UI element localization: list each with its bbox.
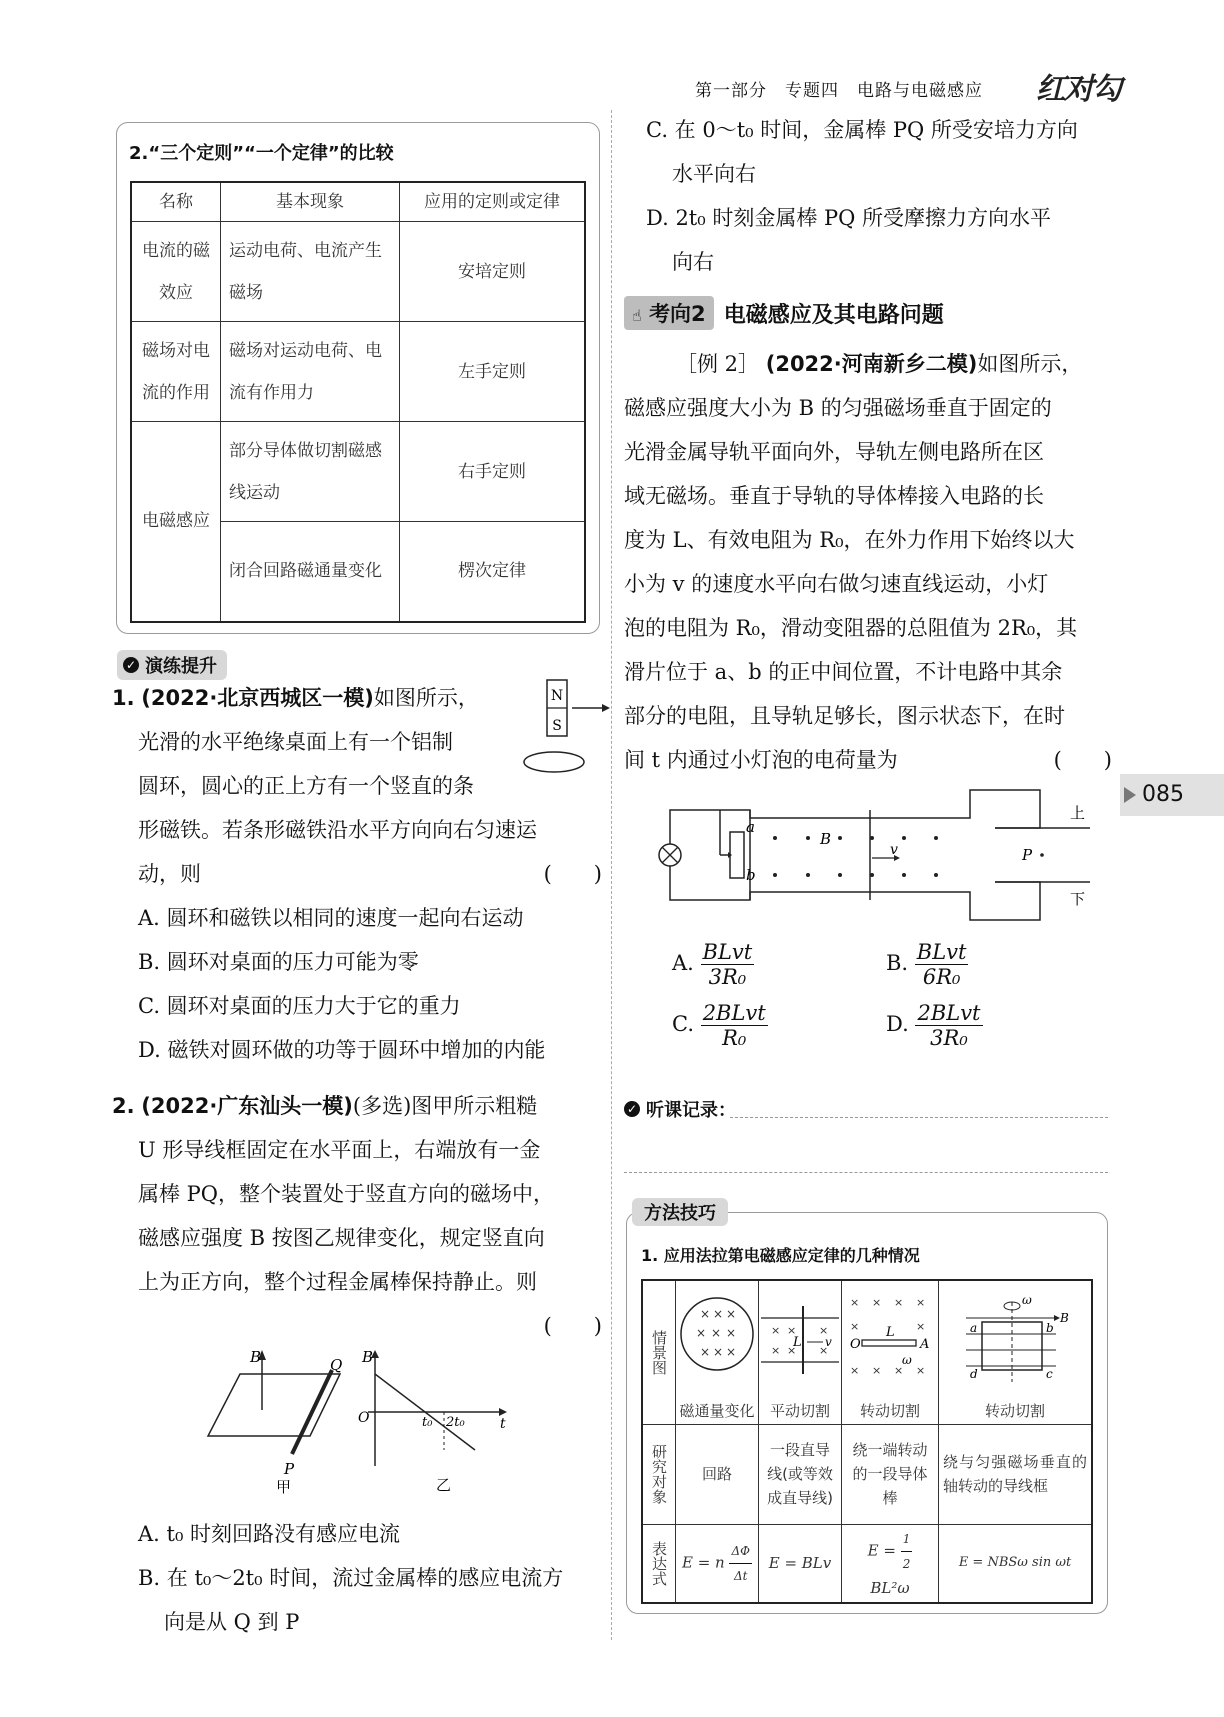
q1-source: (2022·北京西城区一模)	[141, 686, 374, 710]
field-x: ×	[700, 1344, 711, 1359]
check-icon: ✓	[624, 1101, 640, 1117]
magnetic-field-dots	[773, 836, 938, 877]
q1-line5: 动，则	[138, 862, 201, 886]
option-d-letter: D.	[886, 1012, 909, 1036]
field-x: ×	[916, 1363, 926, 1377]
example-line6: 小为 v 的速度水平向右做匀速直线运动，小灯	[624, 572, 1049, 596]
q2-number: 2.	[112, 1094, 135, 1118]
object-cell: 绕一端转动的一段导体棒	[842, 1424, 939, 1524]
corner-c: c	[1046, 1366, 1053, 1381]
corner-a: a	[970, 1320, 978, 1335]
object-cell: 绕与匀强磁场垂直的轴转动的导线框	[939, 1424, 1093, 1524]
field-x: ×	[916, 1295, 926, 1309]
q2-line4: 磁感应强度 B 按图乙规律变化，规定竖直向	[138, 1226, 545, 1250]
section-title: 电磁感应及其电路问题	[723, 302, 944, 328]
origin-label: O	[358, 1410, 370, 1426]
frame-rotation-diagram	[960, 1282, 1070, 1392]
q1-option-d: D. 磁铁对圆环做的功等于圆环中增加的内能	[138, 1038, 546, 1062]
example-line1: 如图所示，	[977, 352, 1083, 376]
formula-cell	[676, 1524, 759, 1603]
formula-cell: E = NBSω sin ωt	[939, 1524, 1093, 1603]
q2-option-a: A. t₀ 时刻回路没有感应电流	[138, 1522, 401, 1546]
field-x: ×	[713, 1344, 724, 1359]
o-label: O	[850, 1336, 861, 1352]
q2-line1: (多选)图甲所示粗糙	[352, 1094, 538, 1118]
magnet-s-label: S	[552, 718, 562, 734]
method-title: 1. 应用法拉第电磁感应定律的几种情况	[641, 1246, 920, 1265]
magnet-n-label: N	[550, 688, 564, 704]
page-number: 085	[1142, 782, 1184, 807]
formula-3-den: 2	[902, 1556, 911, 1571]
field-b-label: B	[820, 830, 832, 848]
example-answer-bracket: ( )	[1053, 748, 1112, 772]
scene-caption: 转动切割	[859, 1401, 920, 1420]
scene-1	[676, 1280, 759, 1424]
column-divider	[611, 110, 612, 1640]
rheostat	[730, 832, 744, 878]
triangle-marker-icon	[1124, 787, 1136, 803]
field-x: ×	[850, 1295, 860, 1309]
example-line5: 度为 L、有效电阻为 R₀，在外力作用下始终以大	[624, 528, 1075, 552]
field-x: ×	[726, 1344, 737, 1359]
b-label: B	[250, 1350, 262, 1366]
row-head: 表达式	[642, 1524, 676, 1603]
example-line8: 滑片位于 a、b 的正中间位置，不计电路中其余	[624, 660, 1063, 684]
q2-option-d-line2: 向右	[672, 250, 714, 274]
section-tag-label: 考向2	[649, 302, 706, 326]
up-label: 上	[1070, 804, 1086, 822]
example-line2: 磁感应强度大小为 B 的匀强磁场垂直于固定的	[624, 396, 1052, 420]
q1-line4: 形磁铁。若条形磁铁沿水平方向向右匀速运	[138, 818, 537, 842]
p-label: P	[284, 1460, 295, 1478]
t0-label: t₀	[422, 1415, 433, 1430]
table-header-cell: 基本现象	[221, 182, 400, 222]
field-x: ×	[819, 1343, 829, 1357]
lower-rail	[750, 882, 1040, 920]
table-cell: 电磁感应	[131, 422, 221, 622]
example-2	[624, 342, 1112, 782]
v-label: v	[825, 1334, 832, 1349]
section-heading	[624, 296, 944, 330]
option-b-letter: B.	[886, 951, 909, 975]
field-x: ×	[850, 1363, 860, 1377]
formula-3-num: 1	[901, 1527, 913, 1552]
q2-line5: 上为正方向，整个过程金属棒保持静止。则	[138, 1270, 537, 1294]
field-x: ×	[916, 1319, 926, 1333]
field-x: ×	[872, 1295, 882, 1309]
field-x: ×	[696, 1325, 707, 1340]
table-cell: 右手定则	[400, 422, 586, 522]
example-source: (2022·河南新乡二模)	[765, 352, 978, 376]
field-x: ×	[711, 1325, 722, 1340]
example-line7: 泡的电阻为 R₀，滑动变阻器的总阻值为 2R₀，其	[624, 616, 1078, 640]
formula-cell	[842, 1524, 939, 1603]
a-label: A	[920, 1336, 930, 1352]
flux-change-diagram	[676, 1282, 758, 1392]
check-icon: ✓	[123, 657, 139, 673]
table-cell: 部分导体做切割磁感线运动	[221, 422, 400, 522]
option-a-letter: A.	[672, 951, 694, 975]
field-x: ×	[771, 1343, 781, 1357]
option-d-numerator: 2BLvt	[917, 1001, 981, 1025]
table-cell: 磁场对电流的作用	[131, 322, 221, 422]
formula-1-num: ΔΦ	[729, 1539, 752, 1564]
notes-line	[624, 1172, 1108, 1173]
omega-label: ω	[1022, 1292, 1032, 1307]
t-label: t	[500, 1416, 506, 1432]
omega-label: ω	[902, 1352, 912, 1367]
aluminum-ring	[524, 752, 584, 772]
l-label: L	[793, 1334, 802, 1350]
hand-icon: ☝	[632, 306, 642, 325]
method-box	[626, 1212, 1108, 1614]
example-label: ［例 2］	[676, 352, 760, 376]
table-cell: 运动电荷、电流产生磁场	[221, 222, 400, 322]
q1-line1: 如图所示，	[373, 686, 479, 710]
figure-jia-label: 甲	[276, 1478, 292, 1496]
q2-option-d-line1: D. 2t₀ 时刻金属棒 PQ 所受摩擦力方向水平	[646, 206, 1052, 230]
field-x: ×	[872, 1363, 882, 1377]
q1-answer-bracket: ( )	[543, 862, 602, 886]
notes-label: 听课记录：	[646, 1100, 736, 1121]
b-label: B	[1060, 1310, 1069, 1325]
practice-pill-label: 演练提升	[145, 656, 217, 677]
scene-4	[939, 1280, 1093, 1424]
upper-rail	[750, 790, 1040, 828]
field-x: ×	[726, 1325, 737, 1340]
corner-b: b	[1046, 1320, 1054, 1335]
table-cell: 电流的磁效应	[131, 222, 221, 322]
example-options	[672, 940, 1092, 1050]
example-line10: 间 t 内通过小灯泡的电荷量为	[624, 748, 898, 772]
q2-figures	[200, 1350, 540, 1500]
q2-source: (2022·广东汕头一模)	[141, 1094, 353, 1118]
option-c	[672, 1001, 886, 1050]
box-title: 2.“三个定则”“一个定律”的比较	[129, 143, 394, 164]
q1-option-c: C. 圆环对桌面的压力大于它的重力	[138, 994, 461, 1018]
l-label: L	[886, 1324, 895, 1340]
option-a-denominator: 3R₀	[708, 965, 747, 989]
field-x: ×	[850, 1319, 860, 1333]
option-b-numerator: BLvt	[916, 940, 967, 964]
metal-rod-pq	[292, 1370, 332, 1454]
u-frame	[208, 1374, 340, 1436]
q2-line3: 属棒 PQ，整个装置处于竖直方向的磁场中，	[138, 1182, 555, 1206]
translational-cut-diagram	[759, 1282, 841, 1392]
q1-option-b: B. 圆环对桌面的压力可能为零	[138, 950, 419, 974]
table-cell: 闭合回路磁通量变化	[221, 522, 400, 622]
q2-option-c-line1: C. 在 0～t₀ 时间，金属棒 PQ 所受安培力方向	[646, 118, 1078, 142]
corner-d: d	[970, 1366, 978, 1381]
formula-3-lhs: E =	[867, 1541, 896, 1559]
scene-caption: 磁通量变化	[679, 1401, 755, 1420]
scene-3	[842, 1280, 939, 1424]
circuit-figure	[650, 780, 1090, 930]
table-header-cell: 名称	[131, 182, 221, 222]
example-line9: 部分的电阻，且导轨足够长，图示状态下，在时	[624, 704, 1065, 728]
option-d-denominator: 3R₀	[930, 1026, 968, 1050]
formula-1-lhs: E = n	[681, 1553, 725, 1571]
field-x: ×	[787, 1323, 797, 1337]
field-x: ×	[894, 1363, 904, 1377]
scene-caption: 平动切割	[769, 1401, 830, 1420]
scene-2	[759, 1280, 842, 1424]
q2-answer-bracket: ( )	[543, 1314, 602, 1338]
option-d	[886, 1001, 983, 1050]
option-a-numerator: BLvt	[702, 940, 753, 964]
option-b	[886, 940, 968, 989]
q1-line2: 光滑的水平绝缘桌面上有一个铝制	[138, 730, 453, 754]
yi-b-label: B	[362, 1350, 374, 1366]
a-label: a	[746, 818, 755, 836]
example-line4: 域无磁场。垂直于导轨的导体棒接入电路的长	[624, 484, 1044, 508]
q2-option-b-line1: B. 在 t₀～2t₀ 时间，流过金属棒的感应电流方	[138, 1566, 564, 1590]
object-cell: 回路	[676, 1424, 759, 1524]
option-c-letter: C.	[672, 1012, 694, 1036]
field-x: ×	[726, 1306, 737, 1321]
section-tag	[624, 296, 714, 330]
table-header-cell: 应用的定则或定律	[400, 182, 586, 222]
notes-line	[730, 1117, 1108, 1118]
formula-3-rhs: BL²ω	[870, 1578, 910, 1597]
rotational-cut-diagram	[842, 1282, 938, 1392]
b-label: b	[746, 866, 756, 884]
field-x: ×	[713, 1306, 724, 1321]
question-2	[112, 1084, 602, 1348]
formula-1-den: Δt	[733, 1568, 748, 1583]
option-c-numerator: 2BLvt	[702, 1001, 766, 1025]
q-label: Q	[330, 1356, 343, 1374]
field-x: ×	[894, 1295, 904, 1309]
row-head: 情景图	[642, 1280, 676, 1424]
table-cell: 楞次定律	[400, 522, 586, 622]
table-cell: 磁场对运动电荷、电流有作用力	[221, 322, 400, 422]
figure-yi-label: 乙	[436, 1476, 452, 1494]
q2-option-c-line2: 水平向右	[672, 162, 756, 186]
method-tag: 方法技巧	[632, 1198, 728, 1226]
comparison-box	[116, 122, 600, 634]
magnet-ring-figure	[520, 676, 612, 780]
q1-line3: 圆环，圆心的正上方有一个竖直的条	[138, 774, 474, 798]
v-label: v	[890, 842, 898, 858]
field-x: ×	[787, 1343, 797, 1357]
q2-line2: U 形导线框固定在水平面上，右端放有一金	[138, 1138, 541, 1162]
scene-caption: 转动切割	[984, 1401, 1045, 1420]
option-a	[672, 940, 886, 989]
q2-options-right	[646, 108, 1114, 284]
q2-options-left	[138, 1512, 608, 1644]
running-header: 第一部分 专题四 电路与电磁感应	[695, 81, 983, 101]
q1-option-a: A. 圆环和磁铁以相同的速度一起向右运动	[138, 906, 524, 930]
field-x: ×	[700, 1306, 711, 1321]
page-number-tab	[1120, 774, 1224, 816]
option-b-denominator: 6R₀	[922, 965, 961, 989]
down-label: 下	[1070, 890, 1086, 908]
q2-option-b-line2: 向是从 Q 到 P	[164, 1610, 300, 1634]
table-cell: 左手定则	[400, 322, 586, 422]
publisher-logo: 红对勾	[1036, 72, 1120, 107]
2t0-label: 2t₀	[446, 1415, 465, 1430]
q1-number: 1.	[112, 686, 135, 710]
field-x: ×	[819, 1323, 829, 1337]
formula-cell: E = BLv	[759, 1524, 842, 1603]
row-head: 研究对象	[642, 1424, 676, 1524]
comparison-table	[130, 181, 586, 623]
option-c-denominator: R₀	[722, 1026, 747, 1050]
field-x: ×	[771, 1323, 781, 1337]
table-cell: 安培定则	[400, 222, 586, 322]
example-line3: 光滑金属导轨平面向外，导轨左侧电路所在区	[624, 440, 1044, 464]
notes-heading	[624, 1096, 736, 1122]
p-label: P	[1022, 846, 1033, 864]
object-cell: 一段直导线(或等效成直导线)	[759, 1424, 842, 1524]
method-table	[641, 1279, 1093, 1604]
